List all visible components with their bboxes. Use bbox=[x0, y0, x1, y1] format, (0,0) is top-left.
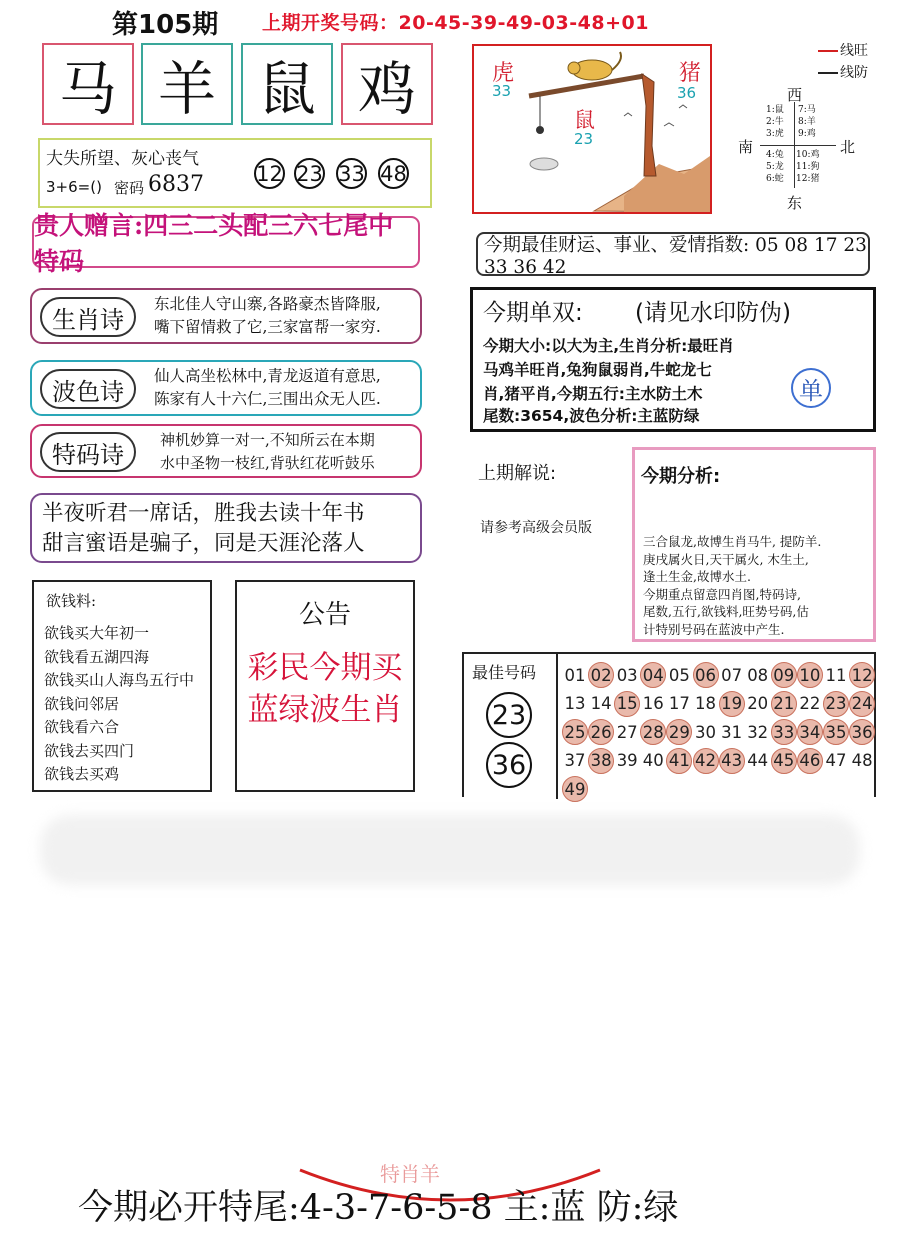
odd-even-note: (请见水印防伪) bbox=[635, 300, 791, 326]
password-value: 6837 bbox=[148, 172, 204, 197]
poem-line: 甜言蜜语是骗子，同是天涯沦落人 bbox=[42, 531, 365, 556]
number: 48 bbox=[851, 751, 873, 770]
zodiac-box-2 bbox=[141, 43, 233, 125]
shengxiao-poem bbox=[30, 288, 422, 344]
zodiac-box-3 bbox=[241, 43, 333, 125]
number: 05 bbox=[668, 665, 690, 685]
riddle-box bbox=[38, 138, 432, 208]
stamp-text: 特肖羊 bbox=[380, 1162, 440, 1186]
money-hints-box bbox=[32, 580, 212, 792]
number: 07 bbox=[721, 665, 743, 685]
number: 37 bbox=[564, 751, 586, 770]
money-item: 欲钱问邻居 bbox=[44, 694, 120, 713]
tiger-number: 33 bbox=[492, 82, 512, 100]
highlighted-number: 33 bbox=[771, 719, 797, 745]
number: 11 bbox=[825, 665, 847, 685]
money-item: 欲钱买山人海鸟五行中 bbox=[44, 671, 195, 689]
number: 20 bbox=[747, 694, 769, 713]
pig-label: 猪 bbox=[679, 61, 702, 86]
odd-even-box bbox=[470, 287, 876, 432]
poem-line: 东北佳人守山寨,各路豪杰皆降服, bbox=[154, 295, 381, 313]
number: 17 bbox=[668, 694, 690, 713]
number: 27 bbox=[616, 722, 638, 742]
analysis-line: 尾数,五行,欲钱料,旺势号码,估 bbox=[643, 604, 809, 619]
number: 31 bbox=[721, 722, 743, 742]
highlighted-number: 29 bbox=[666, 719, 692, 745]
highlighted-number: 28 bbox=[640, 719, 666, 745]
number: 30 bbox=[695, 722, 716, 742]
bose-poem bbox=[30, 360, 422, 416]
analysis-box bbox=[632, 447, 876, 642]
best-big-number: 23 bbox=[486, 692, 532, 738]
highlighted-number: 02 bbox=[588, 662, 614, 688]
highlighted-number: 26 bbox=[588, 719, 614, 745]
compass-east: 东 bbox=[787, 194, 803, 212]
cell: 8:羊 bbox=[798, 117, 816, 127]
compass-hline bbox=[760, 145, 836, 146]
analysis-title: 今期分析: bbox=[641, 466, 721, 487]
highlighted-number: 36 bbox=[849, 719, 875, 745]
analysis-line: 计特别号码在蓝波中产生. bbox=[643, 621, 785, 637]
pig-number: 36 bbox=[677, 84, 697, 102]
plain-poem bbox=[30, 493, 422, 563]
cell: 5:龙 bbox=[766, 162, 784, 172]
compass-cell bbox=[766, 104, 784, 140]
cell: 12:猪 bbox=[796, 174, 820, 184]
poem-line: 仙人高坐松林中,青龙返道有意思, bbox=[154, 367, 381, 385]
tema-poem bbox=[30, 424, 422, 478]
riddle-number: 48 bbox=[378, 158, 409, 189]
number: 16 bbox=[642, 694, 664, 713]
number: 32 bbox=[747, 722, 769, 742]
highlighted-number: 49 bbox=[562, 776, 588, 802]
cell: 10:鸡 bbox=[796, 150, 820, 160]
legend-red-line bbox=[818, 50, 838, 52]
riddle-equation: 3+6=() bbox=[46, 178, 102, 196]
cell: 9:鸡 bbox=[798, 129, 816, 139]
money-item: 欲钱看六合 bbox=[44, 718, 120, 736]
odd-even-line: 肖,猪平肖,今期五行:主水防土木 bbox=[483, 385, 703, 403]
highlighted-number: 42 bbox=[693, 748, 719, 774]
tiger-label: 虎 bbox=[492, 61, 515, 86]
best-title: 最佳号码 bbox=[472, 663, 537, 682]
highlighted-number: 04 bbox=[640, 662, 666, 688]
highlighted-number: 41 bbox=[666, 748, 692, 774]
zodiac-char: 鼠 bbox=[257, 55, 316, 123]
poem-line: 半夜听君一席话，胜我去读十年书 bbox=[42, 501, 365, 526]
highlighted-number: 10 bbox=[797, 662, 823, 688]
notice-line: 蓝绿波生肖 bbox=[247, 692, 403, 728]
poem-label: 波色诗 bbox=[40, 369, 136, 409]
money-item: 欲钱去买鸡 bbox=[44, 765, 120, 783]
highlighted-number: 43 bbox=[719, 748, 745, 774]
compass-cell bbox=[766, 149, 784, 185]
odd-even-title: 今期单双: bbox=[483, 300, 583, 326]
money-item: 欲钱买大年初一 bbox=[44, 624, 150, 642]
legend-black-line bbox=[818, 72, 838, 74]
analysis-line: 逢土生金,故博水土. bbox=[643, 569, 751, 584]
analysis-line: 今期重点留意四肖图,特码诗, bbox=[643, 586, 801, 602]
notice-title: 公告 bbox=[298, 600, 351, 630]
bottom-tail-prediction: 今期必开特尾:4-3-7-6-5-8 主:蓝 防:绿 bbox=[78, 1188, 679, 1228]
password-label: 密码 bbox=[114, 179, 145, 197]
zodiac-picture bbox=[472, 44, 712, 214]
poem-line: 水中圣物一枝红,背驮红花听鼓乐 bbox=[160, 454, 375, 472]
number: 01 bbox=[564, 665, 586, 685]
compass-west: 西 bbox=[787, 86, 803, 104]
legend-fang: 线防 bbox=[840, 65, 868, 81]
compass-north: 北 bbox=[840, 138, 856, 156]
riddle-number: 12 bbox=[254, 158, 285, 189]
odd-even-line: 尾数:3654,波色分析:主蓝防绿 bbox=[483, 407, 700, 425]
number: 47 bbox=[825, 751, 847, 770]
blurred-band bbox=[40, 815, 860, 885]
money-item: 欲钱去买四门 bbox=[44, 741, 135, 760]
notice-line: 彩民今期买 bbox=[247, 650, 403, 686]
money-item: 欲钱看五湖四海 bbox=[44, 647, 150, 666]
highlighted-number: 38 bbox=[588, 748, 614, 774]
number: 14 bbox=[590, 694, 612, 713]
highlighted-number: 19 bbox=[719, 691, 745, 717]
highlighted-number: 09 bbox=[771, 662, 797, 688]
compass-chart bbox=[736, 84, 860, 212]
highlighted-number: 35 bbox=[823, 719, 849, 745]
number: 18 bbox=[695, 694, 716, 713]
issue-number: 第105期 bbox=[112, 10, 219, 40]
highlighted-number: 06 bbox=[693, 662, 719, 688]
analysis-line: 三合鼠龙,故博生肖马牛, 提防羊. bbox=[643, 534, 822, 549]
money-title: 欲钱料: bbox=[46, 592, 97, 610]
best-big-number: 36 bbox=[486, 742, 532, 788]
poem-line: 陈家有人十六仁,三围出众无人匹. bbox=[154, 390, 381, 408]
zodiac-char: 羊 bbox=[157, 55, 216, 123]
number: 22 bbox=[799, 694, 821, 713]
number: 44 bbox=[747, 751, 769, 770]
cell: 11:狗 bbox=[796, 162, 820, 172]
highlighted-number: 34 bbox=[797, 719, 823, 745]
last-explain bbox=[472, 447, 632, 642]
highlighted-number: 45 bbox=[771, 748, 797, 774]
cell: 7:马 bbox=[798, 105, 816, 115]
number: 08 bbox=[747, 665, 769, 685]
highlighted-number: 23 bbox=[823, 691, 849, 717]
cell: 3:虎 bbox=[766, 129, 784, 139]
cell: 1:鼠 bbox=[766, 105, 784, 115]
number: 39 bbox=[616, 751, 638, 770]
highlighted-number: 15 bbox=[614, 691, 640, 717]
odd-even-line: 马鸡羊旺肖,兔狗鼠弱肖,牛蛇龙七 bbox=[483, 361, 712, 379]
riddle-number: 23 bbox=[294, 158, 325, 189]
lucky-index: 今期最佳财运、事业、爱情指数: 05 08 17 23 33 36 42 bbox=[476, 232, 870, 276]
watermark-stamp: 单 bbox=[791, 368, 831, 408]
number: 40 bbox=[642, 751, 664, 770]
zodiac-box-4 bbox=[341, 43, 433, 125]
analysis-line: 庚戌属火日,天干属火, 木生土, bbox=[643, 551, 809, 567]
rat-label: 鼠 bbox=[574, 108, 595, 132]
zodiac-box-1 bbox=[42, 43, 134, 125]
cell: 2:牛 bbox=[766, 117, 784, 127]
compass-cell bbox=[798, 104, 816, 140]
compass-south: 南 bbox=[738, 138, 754, 156]
number: 03 bbox=[616, 665, 638, 685]
highlighted-number: 46 bbox=[797, 748, 823, 774]
highlighted-number: 12 bbox=[849, 662, 875, 688]
notice-box bbox=[235, 580, 415, 792]
rat-number: 23 bbox=[574, 130, 594, 148]
riddle-text: 大失所望、灰心丧气 bbox=[46, 149, 199, 169]
poem-label: 特码诗 bbox=[40, 432, 136, 472]
zodiac-char: 马 bbox=[58, 55, 117, 123]
last-draw-numbers: 上期开奖号码：20-45-39-49-03-48+01 bbox=[262, 12, 649, 34]
last-explain-text: 请参考高级会员版 bbox=[480, 520, 592, 536]
compass-cell bbox=[796, 149, 820, 185]
last-explain-title: 上期解说: bbox=[478, 463, 557, 484]
highlighted-number: 25 bbox=[562, 719, 588, 745]
poem-label: 生肖诗 bbox=[40, 297, 136, 337]
poem-line: 嘴下留情救了它,三家富帮一家穷. bbox=[154, 318, 381, 336]
number: 13 bbox=[564, 694, 586, 713]
poem-line: 神机妙算一对一,不知所云在本期 bbox=[160, 431, 375, 449]
odd-even-line: 今期大小:以大为主,生肖分析:最旺肖 bbox=[483, 337, 734, 355]
cell: 6:蛇 bbox=[766, 174, 784, 184]
zodiac-char: 鸡 bbox=[357, 55, 416, 123]
highlighted-number: 24 bbox=[849, 691, 875, 717]
cell: 4:兔 bbox=[766, 150, 784, 160]
legend-wang: 线旺 bbox=[840, 43, 868, 59]
riddle-number: 33 bbox=[336, 158, 367, 189]
gift-banner: 贵人赠言:四三二头配三六七尾中特码 bbox=[32, 216, 420, 268]
best-numbers-box bbox=[462, 652, 876, 797]
highlighted-number: 21 bbox=[771, 691, 797, 717]
